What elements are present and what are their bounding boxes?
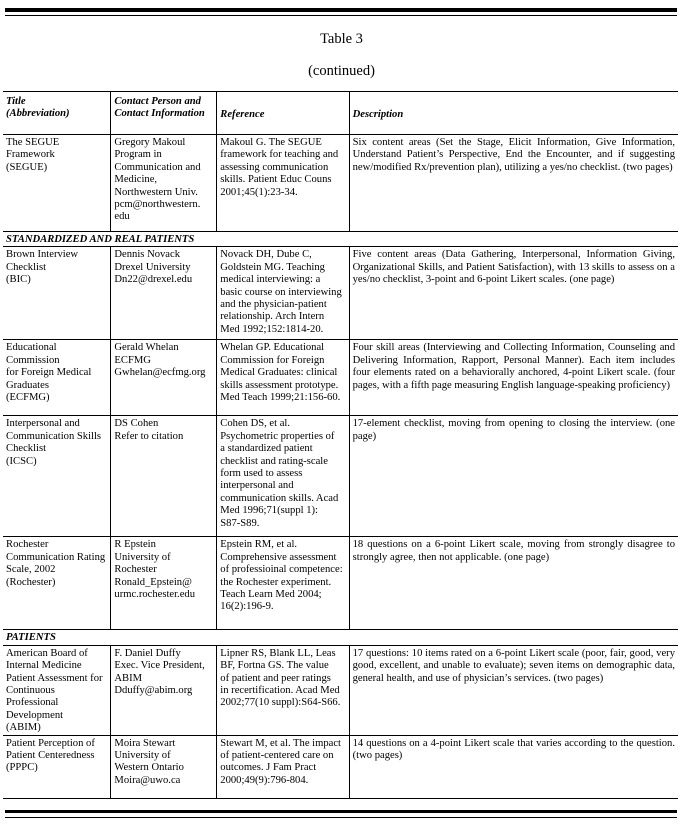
reference-cell-line: 2000;49(9):796-804. [220,774,309,786]
contact-cell-line: Northwestern Univ. [114,186,198,198]
table-row [3,247,678,340]
description-cell: Four skill areas (Interviewing and Collecting Information, Counseling and Delivering Information, Rapport, Personal Manner). Each item includes four elements rated on a behaviorally anchored, 4-point Likert scale. (four pages, with a fifth page measuring English language-speaking proficiency) [349,340,678,416]
reference-cell-line: Commission for Foreign [220,354,325,366]
contact-cell-line: Program in [114,149,162,161]
title-cell-line: Development [6,709,64,721]
reference-cell-line: assessing communication [220,161,329,173]
title-cell-line: The SEGUE [6,137,60,148]
title-cell-line: Educational Commission [6,342,60,366]
section-row [3,232,678,247]
title-cell [3,735,111,798]
reference-cell [217,735,349,798]
reference-cell-line: medical interviewing: a [220,274,321,286]
contact-cell-line: Exec. Vice President, [114,660,205,672]
reference-cell-line: communication skills. Acad [220,492,339,504]
title-cell-line: Patient Centeredness [6,750,95,762]
table-row [3,416,678,537]
reference-cell-line: Epstein RM, et al. [220,539,298,551]
description-cell: Six content areas (Set the Stage, Elicit Information, Give Information, Understand Patient’s Perspective, End the Encounter, and if suggesting new/modified Rx/prevention plan), utilizing a yes/no checklist. (two pages) [349,135,678,232]
header-description: Description [349,92,678,135]
contact-cell-line: DS Cohen [114,418,159,430]
contact-cell-line: edu [114,211,130,223]
reference-cell-line: Makoul G. The SEGUE [220,137,322,148]
header-title-line: Title [6,96,26,107]
title-cell-line: Framework [6,149,55,161]
title-cell-line: Communication Rating [6,551,106,563]
title-cell-line: (PPPC) [6,762,38,774]
title-cell [3,645,111,735]
reference-cell-line: a standardized patient [220,443,313,455]
reference-cell [217,416,349,537]
contact-cell [111,735,217,798]
reference-cell-line: outcomes. J Fam Pract [220,762,317,774]
contact-cell-line: Medicine, [114,174,158,186]
title-cell-line: Scale, 2002 [6,564,56,576]
reference-cell-line: interpersonal and [220,480,294,492]
reference-cell [217,340,349,416]
table-title: Table 3 [320,31,363,47]
header-contact-line-2: Contact Information [114,108,205,120]
reference-cell-line: Stewart M, et al. The impact [220,737,341,749]
title-cell-line: Communication Skills [6,430,102,442]
contact-cell-line: Rochester [114,564,157,576]
title-cell-line: Brown Interview [6,249,79,261]
top-thick-rule [5,8,677,12]
title-cell [3,340,111,416]
contact-cell-line: R Epstein [114,539,156,551]
header-contact-line-1: Contact Person and [114,96,201,107]
bottom-thick-rule [5,810,677,813]
reference-cell-line: Teach Learn Med 2004; [220,589,322,601]
title-cell-line: (SEGUE) [6,161,48,173]
reference-cell-line: checklist and rating-scale [220,455,328,467]
contact-cell-line: University of [114,551,171,563]
contact-cell-line: urmc.rochester.edu [114,589,196,601]
title-cell-line: (Rochester) [6,576,56,588]
title-cell-line: Rochester [6,539,49,551]
contact-cell-line: Moira@uwo.ca [114,774,181,786]
reference-cell-line: framework for teaching and [220,149,339,161]
contact-cell-line: pcm@northwestern. [114,199,201,211]
assessment-table [3,91,678,799]
table-body [3,92,678,799]
title-cell-line: (ABIM) [6,722,41,734]
title-cell-line: Checklist [6,443,47,455]
reference-cell-line: Medical Graduates: clinical [220,367,338,379]
contact-cell [111,645,217,735]
reference-cell-line: relationship. Arch Intern [220,311,325,323]
description-cell: Five content areas (Data Gathering, Interpersonal, Information Giving, Organizational Skills, and Patient Satisfaction), with 13 skills to assess on a yes/no checklist, 3-point and 6-point Likert scales. (one page) [349,247,678,340]
reference-cell-line: 2002;77(10 suppl):S64-S66. [220,697,341,709]
title-cell-line: Graduates [6,379,49,391]
reference-cell-line: Goldstein MG. Teaching [220,261,325,273]
contact-cell-line: Moira Stewart [114,737,176,749]
reference-cell-line: 2001;45(1):23-34. [220,186,298,198]
contact-cell-line: Communication and [114,161,201,173]
reference-cell-line: BF, Fortna GS. The value [220,660,329,672]
reference-cell-line: skills assessment prototype. [220,379,339,391]
section-row [3,630,678,645]
title-cell-line: Patient Assessment for [6,672,103,684]
reference-cell-line: Cohen DS, et al. [220,418,291,430]
contact-cell [111,135,217,232]
contact-cell-line: Gwhelan@ecfmg.org [114,367,206,379]
contact-cell-line: Refer to citation [114,430,184,442]
title-cell [3,135,111,232]
contact-cell-line: Dduffy@abim.org [114,685,193,697]
reference-cell [217,537,349,630]
contact-cell-line: Dennis Novack [114,249,181,261]
reference-cell-line: of patient and peer ratings [220,672,331,684]
reference-cell-line: in recertification. Acad Med [220,685,340,697]
contact-cell [111,340,217,416]
reference-cell-line: skills. Patient Educ Couns [220,174,332,186]
reference-cell-line: form used to assess [220,468,303,480]
title-cell-line: (BIC) [6,274,31,286]
table-row [3,735,678,798]
description-cell: 14 questions on a 4-point Likert scale that varies according to the question. (two pages) [349,735,678,798]
contact-cell-line: University of [114,750,171,762]
title-cell [3,537,111,630]
table-row [3,537,678,630]
contact-cell-line: ABIM [114,672,143,684]
reference-cell-line: Med Teach 1999;21:156-60. [220,392,341,404]
reference-cell-line: the Rochester experiment. [220,576,332,588]
section-heading: PATIENTS [3,630,678,645]
description-cell: 17-element checklist, moving from opening to closing the interview. (one page) [349,416,678,537]
header-row [3,92,678,135]
reference-cell [217,247,349,340]
title-cell-line: (ICSC) [6,455,37,467]
reference-cell-line: 16(2):196-9. [220,601,274,613]
contact-cell-line: Gerald Whelan [114,342,179,354]
contact-cell-line: Ronald_Epstein@ [114,576,192,588]
contact-cell [111,537,217,630]
reference-cell [217,135,349,232]
reference-cell-line: Med 1996;71(suppl 1): [220,505,318,517]
title-cell-line: Interpersonal and [6,418,80,430]
table-row [3,645,678,735]
title-cell [3,416,111,537]
reference-cell-line: Whelan GP. Educational [220,342,325,354]
title-cell-line: (ECFMG) [6,392,50,404]
reference-cell-line: and the physician-patient [220,299,327,311]
reference-cell-line: Comprehensive assessment [220,551,337,563]
title-cell-line: American Board of [6,647,88,659]
contact-cell-line: Western Ontario [114,762,184,774]
header-reference: Reference [217,92,349,135]
title-cell-line: Patient Perception of [6,737,95,749]
title-cell-line: Continuous Professional [6,685,59,709]
contact-cell-line: Drexel University [114,261,191,273]
top-thin-rule [5,15,677,16]
reference-cell-line: of professioinal competence: [220,564,343,576]
contact-cell-line: Gregory Makoul [114,137,186,148]
title-cell-line: for Foreign Medical [6,367,92,379]
description-cell: 18 questions on a 6-point Likert scale, moving from strongly disagree to strongly agree, then not applicable. (one page) [349,537,678,630]
reference-cell-line: Med 1992;152:1814-20. [220,323,324,335]
contact-cell [111,247,217,340]
reference-cell-line: Novack DH, Dube C, [220,249,312,261]
description-cell: 17 questions: 10 items rated on a 6-point Likert scale (poor, fair, good, very good, excellent, and unable to evaluate); seven items on demographic data, general health, and use of physician’s services. (two pages) [349,645,678,735]
reference-cell-line: of patient-centered care on [220,750,334,762]
reference-cell [217,645,349,735]
header-contact [111,92,217,135]
bottom-thin-rule [5,817,677,818]
table-subtitle: (continued) [308,63,375,79]
table-row [3,135,678,232]
contact-cell-line: F. Daniel Duffy [114,647,181,659]
title-cell-line: Internal Medicine [6,660,82,672]
reference-cell-line: S87-S89. [220,517,260,529]
section-heading: STANDARDIZED AND REAL PATIENTS [3,232,678,247]
reference-cell-line: Lipner RS, Blank LL, Leas [220,647,336,659]
header-abbrev-line: (Abbreviation) [6,108,70,120]
title-cell-line: Checklist [6,261,47,273]
table-row [3,340,678,416]
contact-cell-line: Dn22@drexel.edu [114,274,193,286]
contact-cell [111,416,217,537]
reference-cell-line: basic course on interviewing [220,286,342,298]
reference-cell-line: Psychometric properties of [220,430,335,442]
title-cell [3,247,111,340]
contact-cell-line: ECFMG [114,354,151,366]
header-title-abbrev [3,92,111,135]
